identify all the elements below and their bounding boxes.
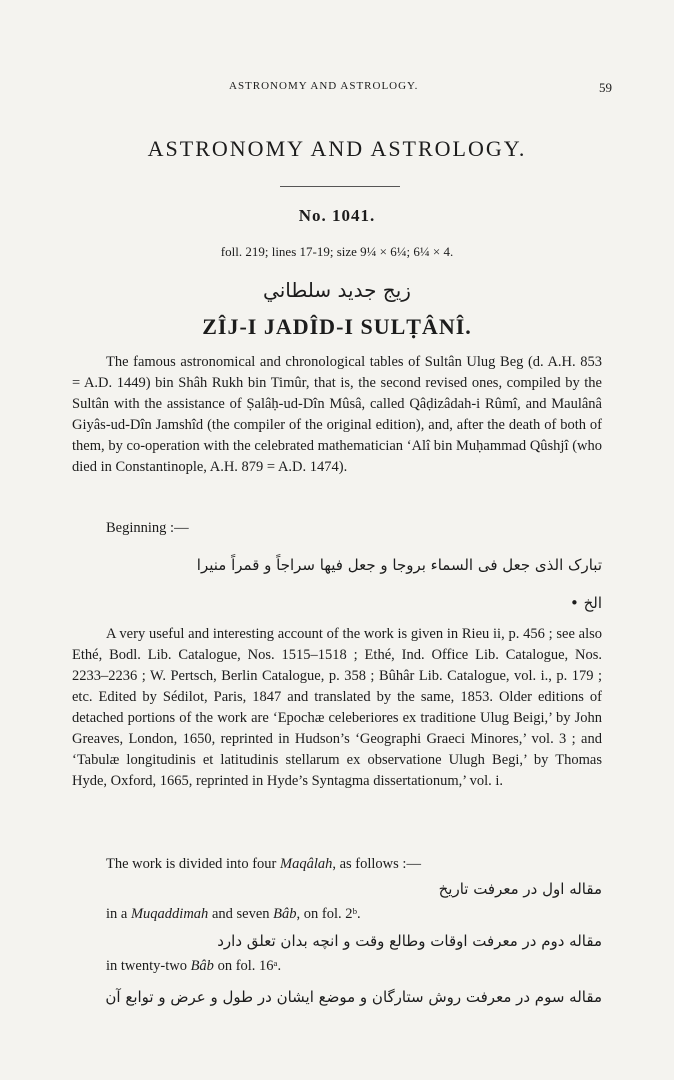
maqala-2: مقاله دوم در معرفت اوقات وطالع وقت و انچه بدان تعلق دارد bbox=[217, 932, 602, 950]
maqala-3: مقاله سوم در معرفت روش ستارگان و موضع ایشان در طول و عرض و توابع آن bbox=[105, 988, 602, 1006]
arabic-title: زيج جديد سلطاني bbox=[263, 278, 411, 302]
maqala-1: مقاله اول در معرفت تاریخ bbox=[438, 880, 602, 898]
note1-prefix: in a bbox=[106, 906, 131, 922]
page-number: 59 bbox=[599, 80, 612, 95]
paragraph-2: A very useful and interesting account of the work is given in Rieu ii, p. 456 ; see also Ethé, Bodl. Lib. Catalogue, Nos. 1515–1518 ; Ethé, Ind. Office Lib. Catalogue, Nos. 2233–2236 ; W. Pertsch, Berlin Catalogue, p. 358 ; Bûhâr Lib. Catalogue, vol. i., p. 179 ; etc. Edited by Sédilot, Paris, 1847 and translated by the same, 1853. Older editions of detached portions of the work are ‘Epochæ celeberiores ex traditione Ulug Beigi,’ by John Greaves, London, 1650, reprinted in Hudson’s ‘Geographi Graeci Minores,’ vol. 3 ; and ‘Tabulæ longitudinis et latitudinis stellarum ex observatione Ulugh Begi,’ by Thomas Hyde, Oxford, 1665, reprinted in Hyde’s Syntagma dissertationum,’ vol. i. bbox=[72, 626, 602, 789]
beginning-arabic: تبارک الذی جعل فی السماء بروجا و جعل فیها سراجاً و قمراً منیرا bbox=[196, 556, 602, 574]
section-title: ASTRONOMY AND ASTROLOGY. bbox=[147, 136, 527, 161]
note1-mid: and seven bbox=[208, 906, 274, 922]
paragraph-1: The famous astronomical and chronological tables of Sultân Ulug Beg (d. A.H. 853 = A.D. 1449) bin Shâh Rukh bin Timûr, that is, the second revised ones, compiled by the Sultân with the assistance of Ṣalâḥ-ud-Dîn Mûsâ, called Qâḍizâdah-i Rûmî, and Maulânâ Giyâs-ud-Dîn Jamshîd (the compiler of the original edition), and, after the death of both of them, by co-operation with the celebrated mathematician ‘Alî bin Muḥammad Qûshjî (who died in Constantinople, A.H. 879 = A.D. 1474). bbox=[72, 354, 602, 475]
divider bbox=[280, 186, 400, 187]
note2-suffix: on fol. 16ᵃ. bbox=[213, 958, 282, 974]
beginning-end: الخ • bbox=[569, 594, 602, 612]
division-prefix: The work is divided into four bbox=[106, 856, 280, 872]
work-title: ZÎJ-I JADÎD-I SULṬÂNÎ. bbox=[202, 314, 472, 339]
division-term: Maqâlah bbox=[279, 856, 333, 872]
note2-term: Bâb bbox=[190, 958, 214, 974]
maqala-2-note bbox=[106, 958, 281, 975]
note2-prefix: in twenty-two bbox=[106, 958, 191, 974]
folio-details: foll. 219; lines 17-19; size 9¼ × 6¼; 6¼ × 4. bbox=[220, 244, 454, 259]
entry-number: No. 1041. bbox=[298, 206, 376, 225]
description-paragraph bbox=[72, 352, 602, 478]
division-line bbox=[106, 856, 421, 873]
note1-suffix: , on fol. 2ᵇ. bbox=[296, 906, 361, 922]
beginning-label: Beginning :— bbox=[106, 520, 189, 536]
references-paragraph bbox=[72, 624, 602, 792]
note1-term2: Bâb bbox=[273, 906, 297, 922]
running-title: ASTRONOMY AND ASTROLOGY. bbox=[229, 80, 419, 92]
maqala-1-note bbox=[106, 906, 361, 923]
division-suffix: , as follows :— bbox=[332, 856, 421, 872]
note1-term1: Muqaddimah bbox=[130, 906, 209, 922]
